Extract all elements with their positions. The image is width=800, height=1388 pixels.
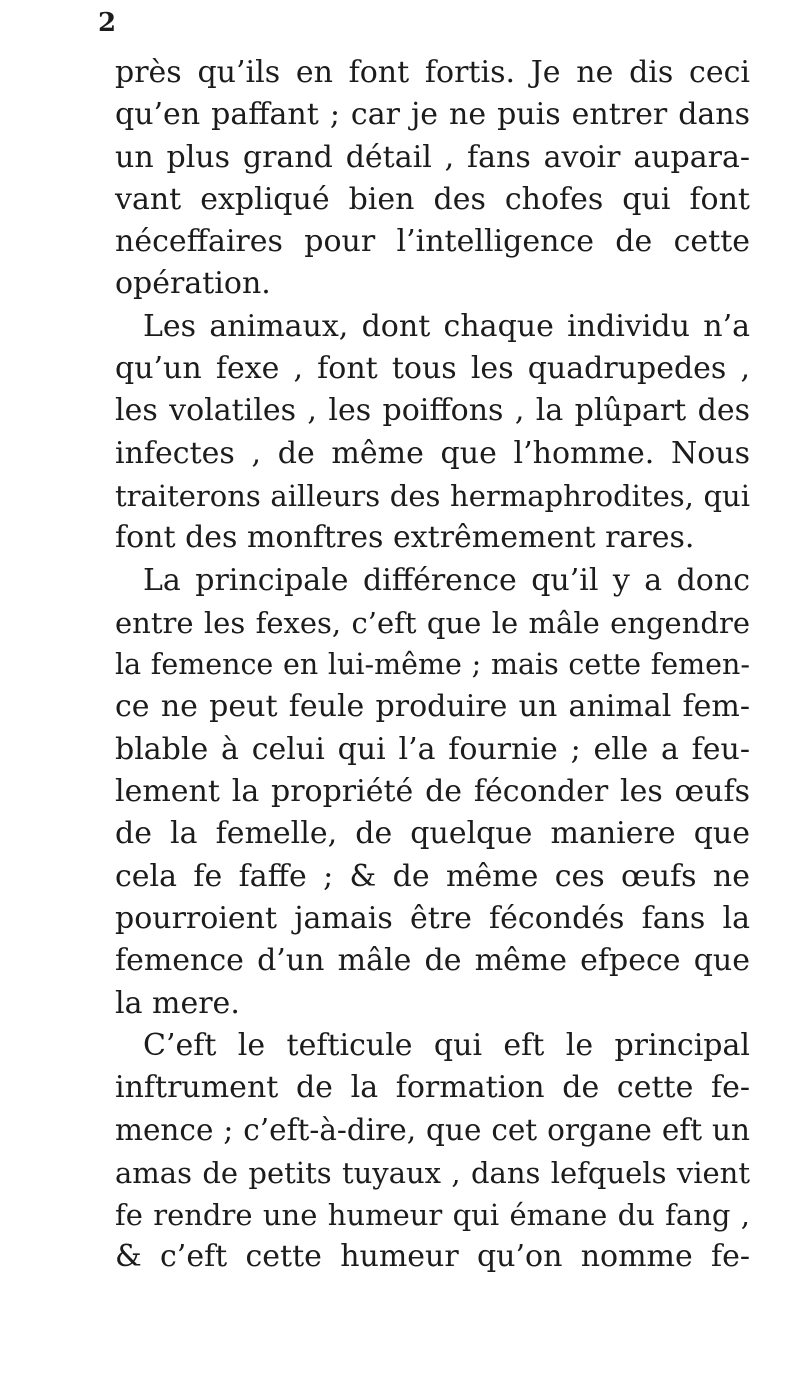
text-line: pourroient jamais être fécondés fans la: [115, 900, 750, 936]
text-line: entre les fexes, c’eft que le mâle engendre: [115, 605, 750, 640]
text-line: lement la propriété de féconder les œufs: [115, 774, 750, 810]
text-line: de la femelle, de quelque maniere que: [115, 816, 750, 852]
text-line: Les animaux, dont chaque individu n’a: [143, 308, 750, 344]
text-line: fe rendre une humeur qui émane du fang ,: [115, 1198, 750, 1233]
text-line: la femence en lui-même ; mais cette femen-: [115, 648, 750, 682]
text-line: la mere.: [115, 985, 240, 1021]
text-line: vant expliqué bien des chofes qui font: [115, 181, 750, 217]
text-line: ce ne peut feule produire un animal fem-: [115, 689, 750, 725]
text-line: qu’un fexe , font tous les quadrupedes ,: [115, 351, 750, 387]
text-line: inftrument de la formation de cette fe-: [115, 1070, 750, 1106]
text-line: font des monftres extrêmement rares.: [115, 520, 695, 556]
text-line: opération.: [115, 266, 271, 302]
text-line: La principale différence qu’il y a donc: [143, 562, 750, 598]
text-line: les volatiles , les poiffons , la plûpart des: [115, 393, 750, 429]
text-line: traiterons ailleurs des hermaphrodites, qui: [115, 478, 750, 513]
page-number: 2: [98, 8, 117, 38]
text-line: néceffaires pour l’intelligence de cette: [115, 224, 750, 260]
text-line: & c’eft cette humeur qu’on nomme fe-: [115, 1239, 750, 1275]
text-line: qu’en paffant ; car je ne puis entrer dans: [115, 97, 750, 133]
text-line: blable à celui qui l’a fournie ; elle a feu-: [115, 731, 750, 767]
text-line: cela fe faffe ; & de même ces œufs ne: [115, 858, 750, 894]
text-line: un plus grand détail , fans avoir aupara-: [115, 139, 750, 175]
text-line: C’eft le tefticule qui eft le principal: [143, 1027, 750, 1063]
text-line: infectes , de même que l’homme. Nous: [115, 435, 750, 471]
text-line: femence d’un mâle de même efpece que: [115, 943, 750, 979]
text-line: près qu’ils en font fortis. Je ne dis ceci: [115, 55, 750, 90]
text-line: mence ; c’eft-à-dire, que cet organe eft un: [115, 1113, 750, 1148]
text-line: amas de petits tuyaux , dans lefquels vient: [115, 1155, 750, 1190]
body-text: [115, 52, 750, 1279]
